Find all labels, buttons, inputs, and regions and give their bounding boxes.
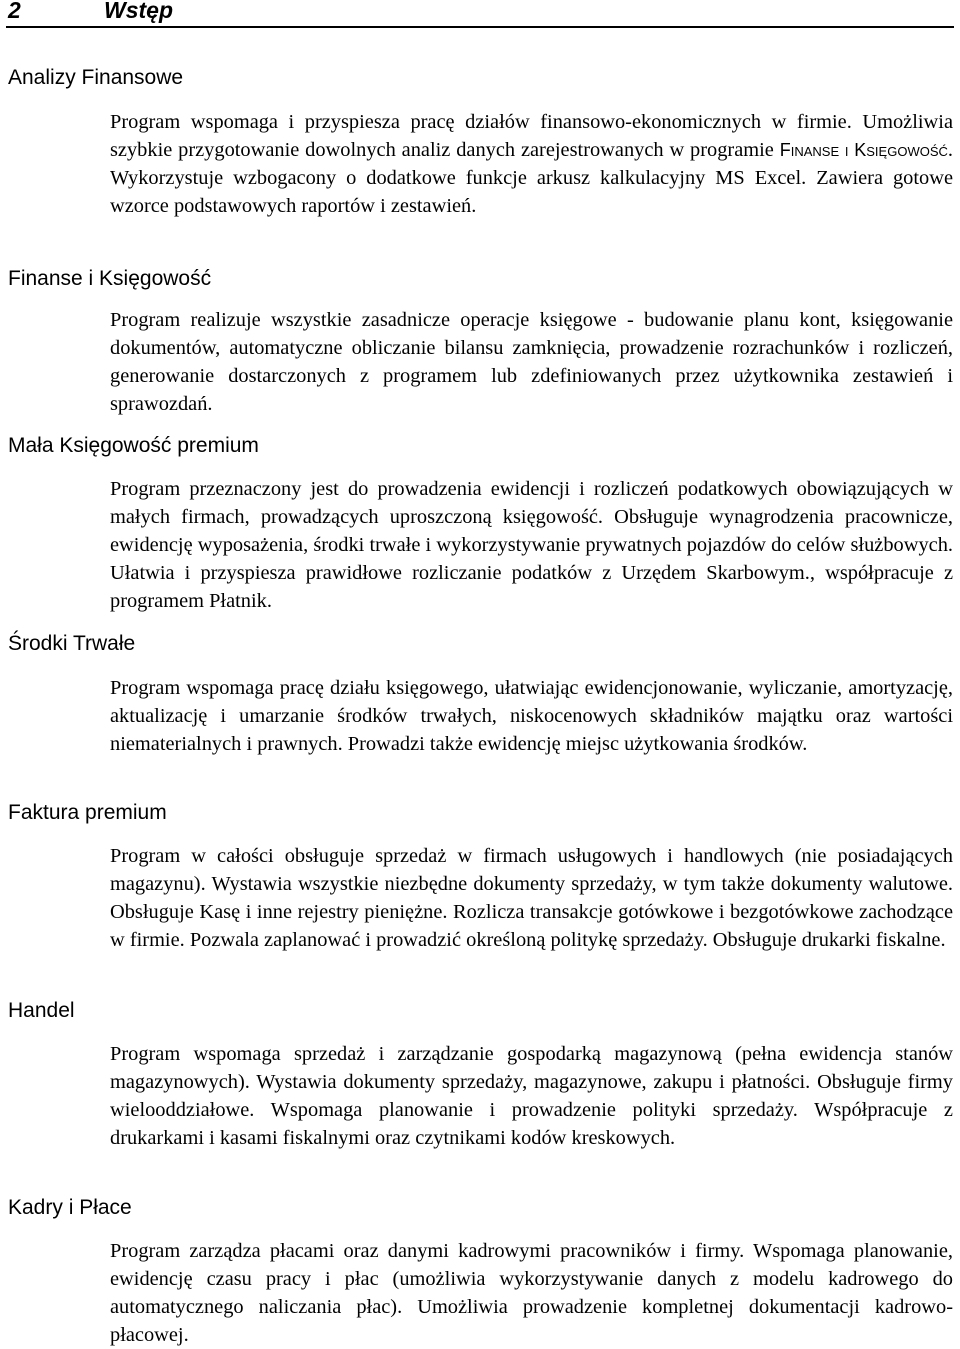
section-heading-srodki-trwale: Środki Trwałe bbox=[8, 632, 136, 655]
section-heading-mala-ksiegowosc: Mała Księgowość premium bbox=[8, 434, 259, 457]
page-header bbox=[6, 0, 954, 28]
section-heading-analizy-finansowe: Analizy Finansowe bbox=[8, 66, 184, 89]
section-text-analizy-finansowe bbox=[110, 108, 953, 220]
section-text-mala-ksiegowosc: Program przeznaczony jest do prowadzenia ewidencji i rozliczeń podatkowych obowiązujących w małych firmach, prowadzących uproszczoną księgowość. Obsługuje wynagrodzenia pracownicze, ewidencję wyposażenia, środki trwałe i wykorzystywanie prywatnych pojazdów do celów służbowych. Ułatwia i przyspiesza prawidłowe rozliczanie podatków z Urzędem Skarbowym., współpracuje z programem Płatnik. bbox=[110, 478, 953, 612]
text-fragment: Program wspomaga i przyspiesza pracę działów finansowo-ekonomicznych w firmie. Umożliwia szybkie przygotowanie dowolnych analiz danych zarejestrowanych w programie bbox=[110, 111, 953, 161]
section-text-finanse-ksiegowosc: Program realizuje wszystkie zasadnicze operacje księgowe - budowanie planu kont, księgowanie dokumentów, automatyczne obliczanie bilansu zamknięcia, prowadzenie rozrachunków i rozliczeń, generowanie dostarczonych z programem lub zdefiniowanych przez użytkownika zestawień i sprawozdań. bbox=[110, 309, 953, 415]
page-number: 2 bbox=[8, 0, 21, 23]
section-text-srodki-trwale: Program wspomaga pracę działu księgowego, ułatwiając ewidencjonowanie, wyliczanie, amortyzację, aktualizację i umarzanie środków trwałych, niskocenowych składników majątku oraz wartości niematerialnych i prawnych. Prowadzi także ewidencję miejsc użytkowania środków. bbox=[110, 677, 953, 755]
section-text-faktura-premium: Program w całości obsługuje sprzedaż w firmach usługowych i handlowych (nie posiadających magazynu). Wystawia wszystkie niezbędne dokumenty sprzedaży, w tym także dokumenty walutowe. Obsługuje Kasę i inne rejestry pieniężne. Rozlicza transakcje gotówkowe i bezgotówkowe zachodzące w firmie. Pozwala zaplanować i prowadzić określoną politykę sprzedaży. Obsługuje drukarki fiskalne. bbox=[110, 845, 953, 951]
section-heading-finanse-ksiegowosc: Finanse i Księgowość bbox=[8, 267, 212, 290]
section-heading-handel: Handel bbox=[8, 999, 75, 1022]
section-text-kadry-place: Program zarządza płacami oraz danymi kadrowymi pracowników i firmy. Wspomaga planowanie, ewidencję czasu pracy i płac (umożliwia wykorzystywanie danych z modelu kadrowego do automatycznego naliczania płac). Umożliwia prowadzenie kompletnej dokumentacji kadrowo-płacowej. bbox=[110, 1240, 953, 1346]
section-heading-faktura-premium: Faktura premium bbox=[8, 801, 167, 824]
section-text-handel: Program wspomaga sprzedaż i zarządzanie gospodarką magazynową (pełna ewidencja stanów magazynowych). Wystawia dokumenty sprzedaży, magazynowe, zakupu i płatności. Obsługuje firmy wielooddziałowe. Wspomaga planowanie i prowadzenie polityki sprzedaży. Współpracuje z drukarkami i kasami fiskalnymi oraz czytnikami kodów kreskowych. bbox=[110, 1043, 953, 1149]
product-name: Finanse i Księgowość bbox=[779, 140, 948, 160]
chapter-title: Wstęp bbox=[104, 0, 173, 23]
text-fragment: . Wykorzystuje wzbogacony o dodatkowe funkcje arkusz kalkulacyjny MS Excel. Zawiera gotowe wzorce podstawowych raportów i zestawień. bbox=[110, 139, 953, 217]
section-heading-kadry-place: Kadry i Płace bbox=[8, 1196, 132, 1219]
